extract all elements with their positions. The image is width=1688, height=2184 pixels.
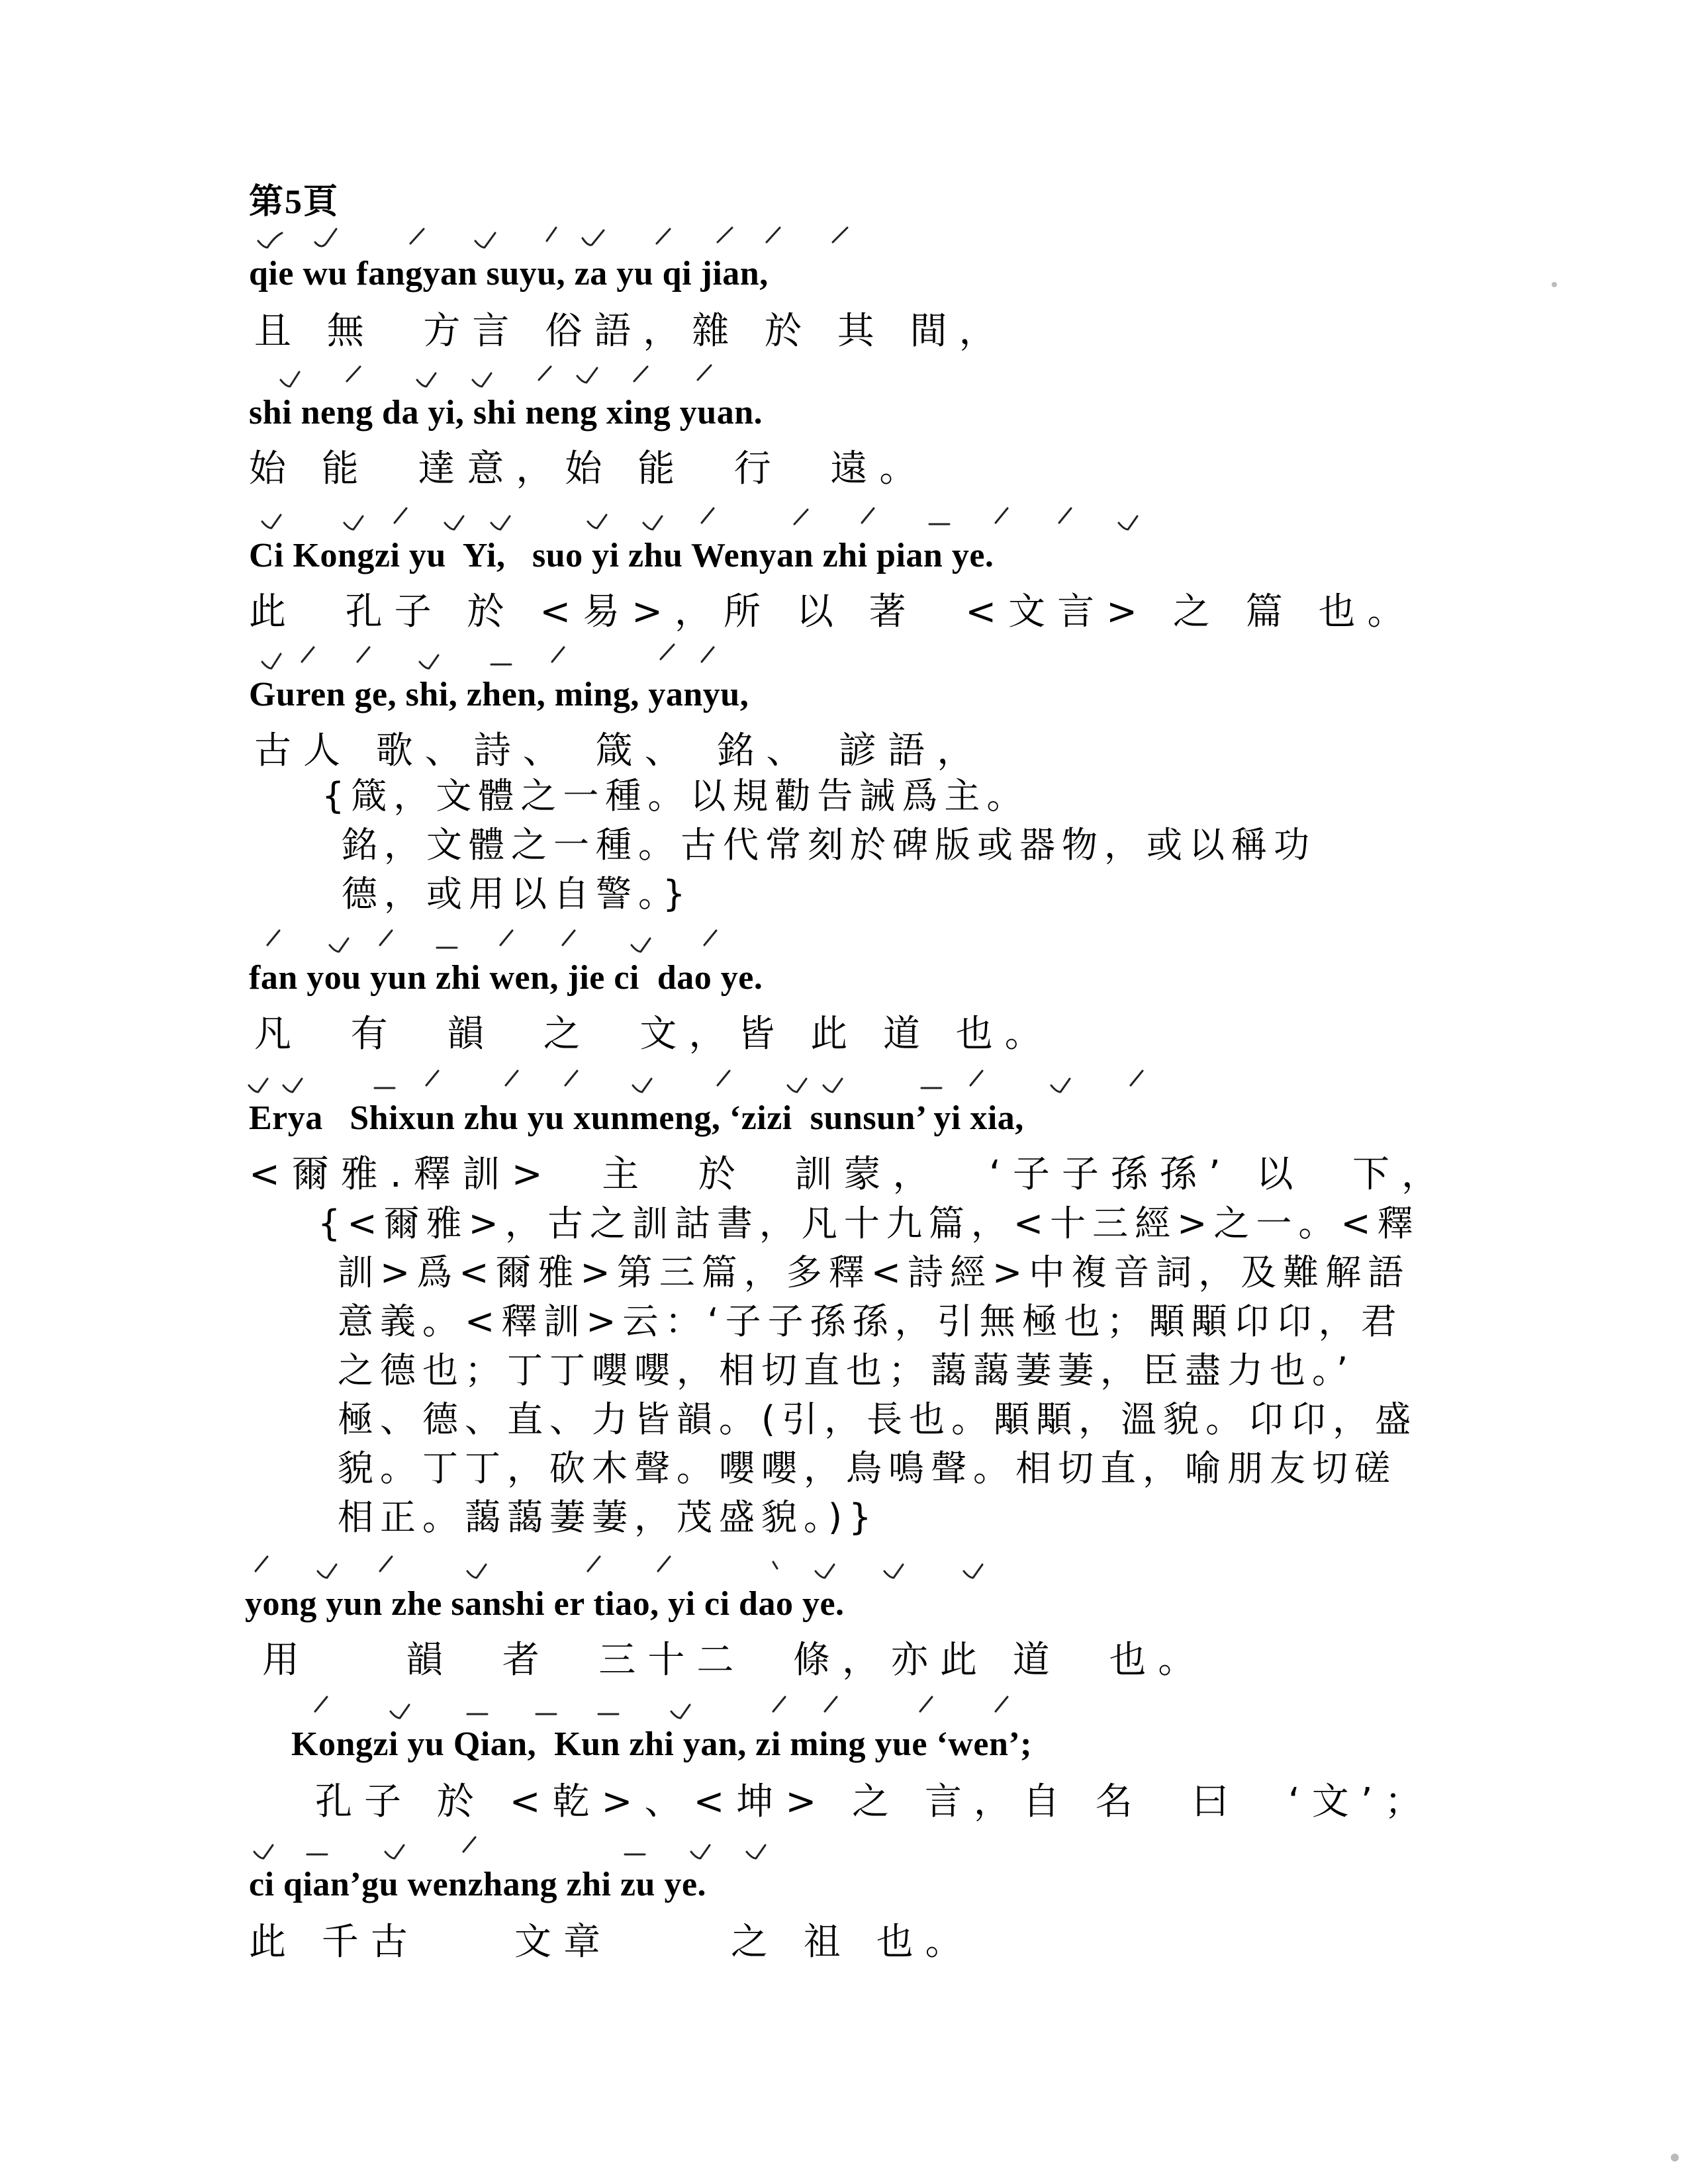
tone-marks-line-7	[315, 1697, 1008, 1718]
annotation-note: {<爾雅>，古之訓詁書，凡十九篇，<十三經>之一。<釋	[318, 1203, 1420, 1244]
pinyin-line: fan you yun zhi wen, jie ci dao ye.	[249, 959, 763, 997]
annotation-note: 訓>爲<爾雅>第三篇，多釋<詩經>中複音詞，及難解語	[338, 1251, 1411, 1293]
hanzi-line: 用 韻 者 三十二 條，亦此 道 也。	[262, 1639, 1207, 1682]
hanzi-line: 且 無 方言 俗語，雜 於 其 間，	[254, 310, 1008, 353]
annotation-note: 意義。<釋訓>云：‘子子孫孫，引無極也；顒顒卬卬，君	[338, 1300, 1403, 1342]
pinyin-line: Ci Kongzi yu Yi, suo yi zhu Wenyan zhi pian ye.	[249, 537, 994, 574]
hanzi-line: 古人 歌、詩、 箴、 銘、 諺語，	[254, 729, 986, 772]
annotation-note: 之德也；丁丁嚶嚶，相切直也；藹藹萋萋，臣盡力也。’	[338, 1349, 1355, 1391]
annotation-note: 極、德、直、力皆韻。(引，長也。顒顒，溫貌。卬卬，盛	[338, 1398, 1418, 1440]
annotation-note: 銘，文體之一種。古代常刻於碑版或器物，或以稱功	[342, 824, 1316, 866]
hanzi-line: 此 千古 文章 之 祖 也。	[249, 1921, 974, 1964]
annotation-note: 德，或用以自警。}	[342, 873, 692, 915]
annotation-note: {箴，文體之一種。以規勸告誡爲主。	[322, 775, 1029, 817]
pinyin-line: Erya Shixun zhu yu xunmeng, ‘zizi sunsun’ yi xia,	[249, 1099, 1024, 1137]
annotation-note: 貌。丁丁，砍木聲。嚶嚶，鳥鳴聲。相切直，喻朋友切磋	[338, 1447, 1397, 1489]
tone-marks-line-4	[267, 931, 716, 952]
pinyin-line: Guren ge, shi, zhen, ming, yanyu,	[249, 676, 749, 713]
tone-marks-line-3	[262, 645, 714, 668]
page-number-header: 第5頁	[249, 183, 340, 221]
tone-marks-line-5	[249, 1071, 1143, 1092]
pinyin-line: Kongzi yu Qian, Kun zhi yan, zi ming yue ‘wen’;	[291, 1725, 1032, 1763]
tone-marks-line-2	[262, 508, 1137, 529]
hanzi-line: <爾雅.釋訓> 主 於 訓蒙， ‘子子孫孫’ 以 下，	[249, 1153, 1451, 1196]
pinyin-line: yong yun zhe sanshi er tiao, yi ci dao ye.	[245, 1585, 845, 1623]
tone-marks-line-1	[281, 365, 711, 387]
hanzi-line: 孔子 於 <乾>、<坤> 之 言，自 名 曰 ‘文’；	[315, 1780, 1434, 1823]
pinyin-line: qie wu fangyan suyu, za yu qi jian,	[249, 255, 769, 293]
tone-marks-line-6	[256, 1557, 982, 1578]
annotation-note: 相正。藹藹萋萋，茂盛貌。)}	[338, 1496, 878, 1538]
tone-marks-line-0	[258, 228, 847, 248]
tone-marks-line-8	[254, 1837, 765, 1858]
scan-speck	[1552, 282, 1557, 287]
hanzi-line: 始 能 達意，始 能 行 遠。	[249, 447, 929, 490]
pinyin-line: shi neng da yi, shi neng xing yuan.	[249, 394, 763, 432]
hanzi-line: 凡 有 韻 之 文，皆 此 道 也。	[254, 1013, 1054, 1056]
hanzi-line: 此 孔子 於 <易>，所 以 著 <文言> 之 篇 也。	[249, 590, 1417, 633]
scan-speck	[1671, 2154, 1679, 2161]
pinyin-line: ci qian’gu wenzhang zhi zu ye.	[249, 1866, 707, 1903]
